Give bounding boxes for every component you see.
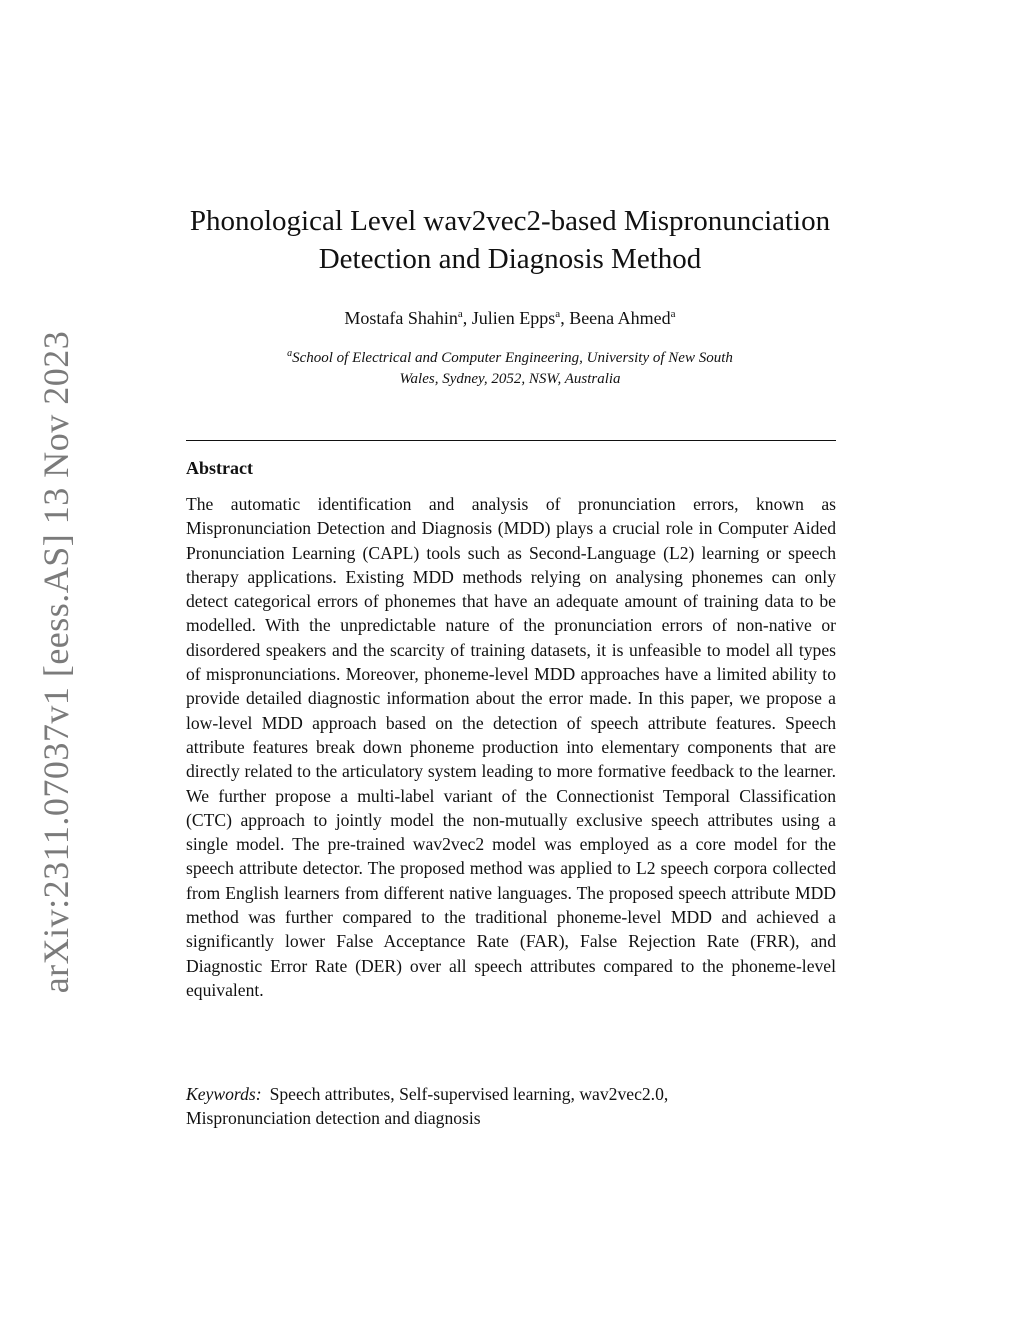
keywords-text: Speech attributes, Self-supervised learning, wav2vec2.0, [269,1084,669,1104]
keywords-line1 [186,1082,836,1106]
author-name: Beena Ahmed [569,308,671,328]
keywords-line2: Mispronunciation detection and diagnosis [186,1108,481,1129]
author-affiliation-mark: a [457,308,463,320]
keywords-label: Keywords: [186,1084,262,1104]
affiliation-mark: a [287,348,293,359]
author-name: Mostafa Shahin [344,308,458,328]
arxiv-identifier: arXiv:2311.07037v1 [eess.AS] 13 Nov 2023 [36,330,76,994]
paper-title-line2: Detection and Diagnosis Method [318,243,702,275]
affiliation-line1 [160,343,860,369]
author-affiliation-mark: a [670,308,676,320]
abstract-heading: Abstract [186,458,253,478]
affiliation [160,343,860,390]
keywords [186,1082,836,1131]
paper-title-line1: Phonological Level wav2vec2-based Mispronunciation [189,205,831,237]
author-list: Mostafa Shahin$^a$, Julien Epps$^a$, Beena Ahmed$^a$ [344,308,676,328]
affiliation-line2: Wales, Sydney, 2052, NSW, Australia [399,371,621,387]
author-name: Julien Epps [471,308,556,328]
affiliation-text: School of Electrical and Computer Engineering, University of New South [292,350,733,366]
abstract-text: The automatic identification and analysis of pronunciation errors, known as Mispronunciation Detection and Diagnosis (MDD) plays a crucial role in Computer Aided Pronunciation Learning (CAPL) tools such as Second-Language (L2) learning or speech therapy applications. Existing MDD methods relying on analysing phonemes can only detect categorical errors of phonemes that have an adequate amount of training data to be modelled. With the unpredictable nature of the pronunciation errors of non-native or disordered speakers and the scarcity of training datasets, it is unfeasible to model all types of mispronunciations. Moreover, phoneme-level MDD approaches have a limited ability to provide detailed diagnostic information about the error made. In this paper, we propose a low-level MDD approach based on the detection of speech attribute features. Speech attribute features break down phoneme production into elementary components that are directly related to the articulatory system leading to more formative feedback to the learner. We further propose a multi-label variant of the Connectionist Temporal Classification (CTC) approach to jointly model the non-mutually exclusive speech attributes using a single model. The pre-trained wav2vec2 model was employed as a core model for the speech attribute detector. The proposed method was applied to L2 speech corpora collected from English learners from different native languages. The proposed speech attribute MDD method was further compared to the traditional phoneme-level MDD and achieved a significantly lower False Acceptance Rate (FAR), False Rejection Rate (FRR), and Diagnostic Error Rate (DER) over all speech attributes compared to the phoneme-level equivalent. [186,494,836,1000]
section-divider [186,440,836,441]
paper-title [160,202,860,278]
author-affiliation-mark: a [555,308,561,320]
